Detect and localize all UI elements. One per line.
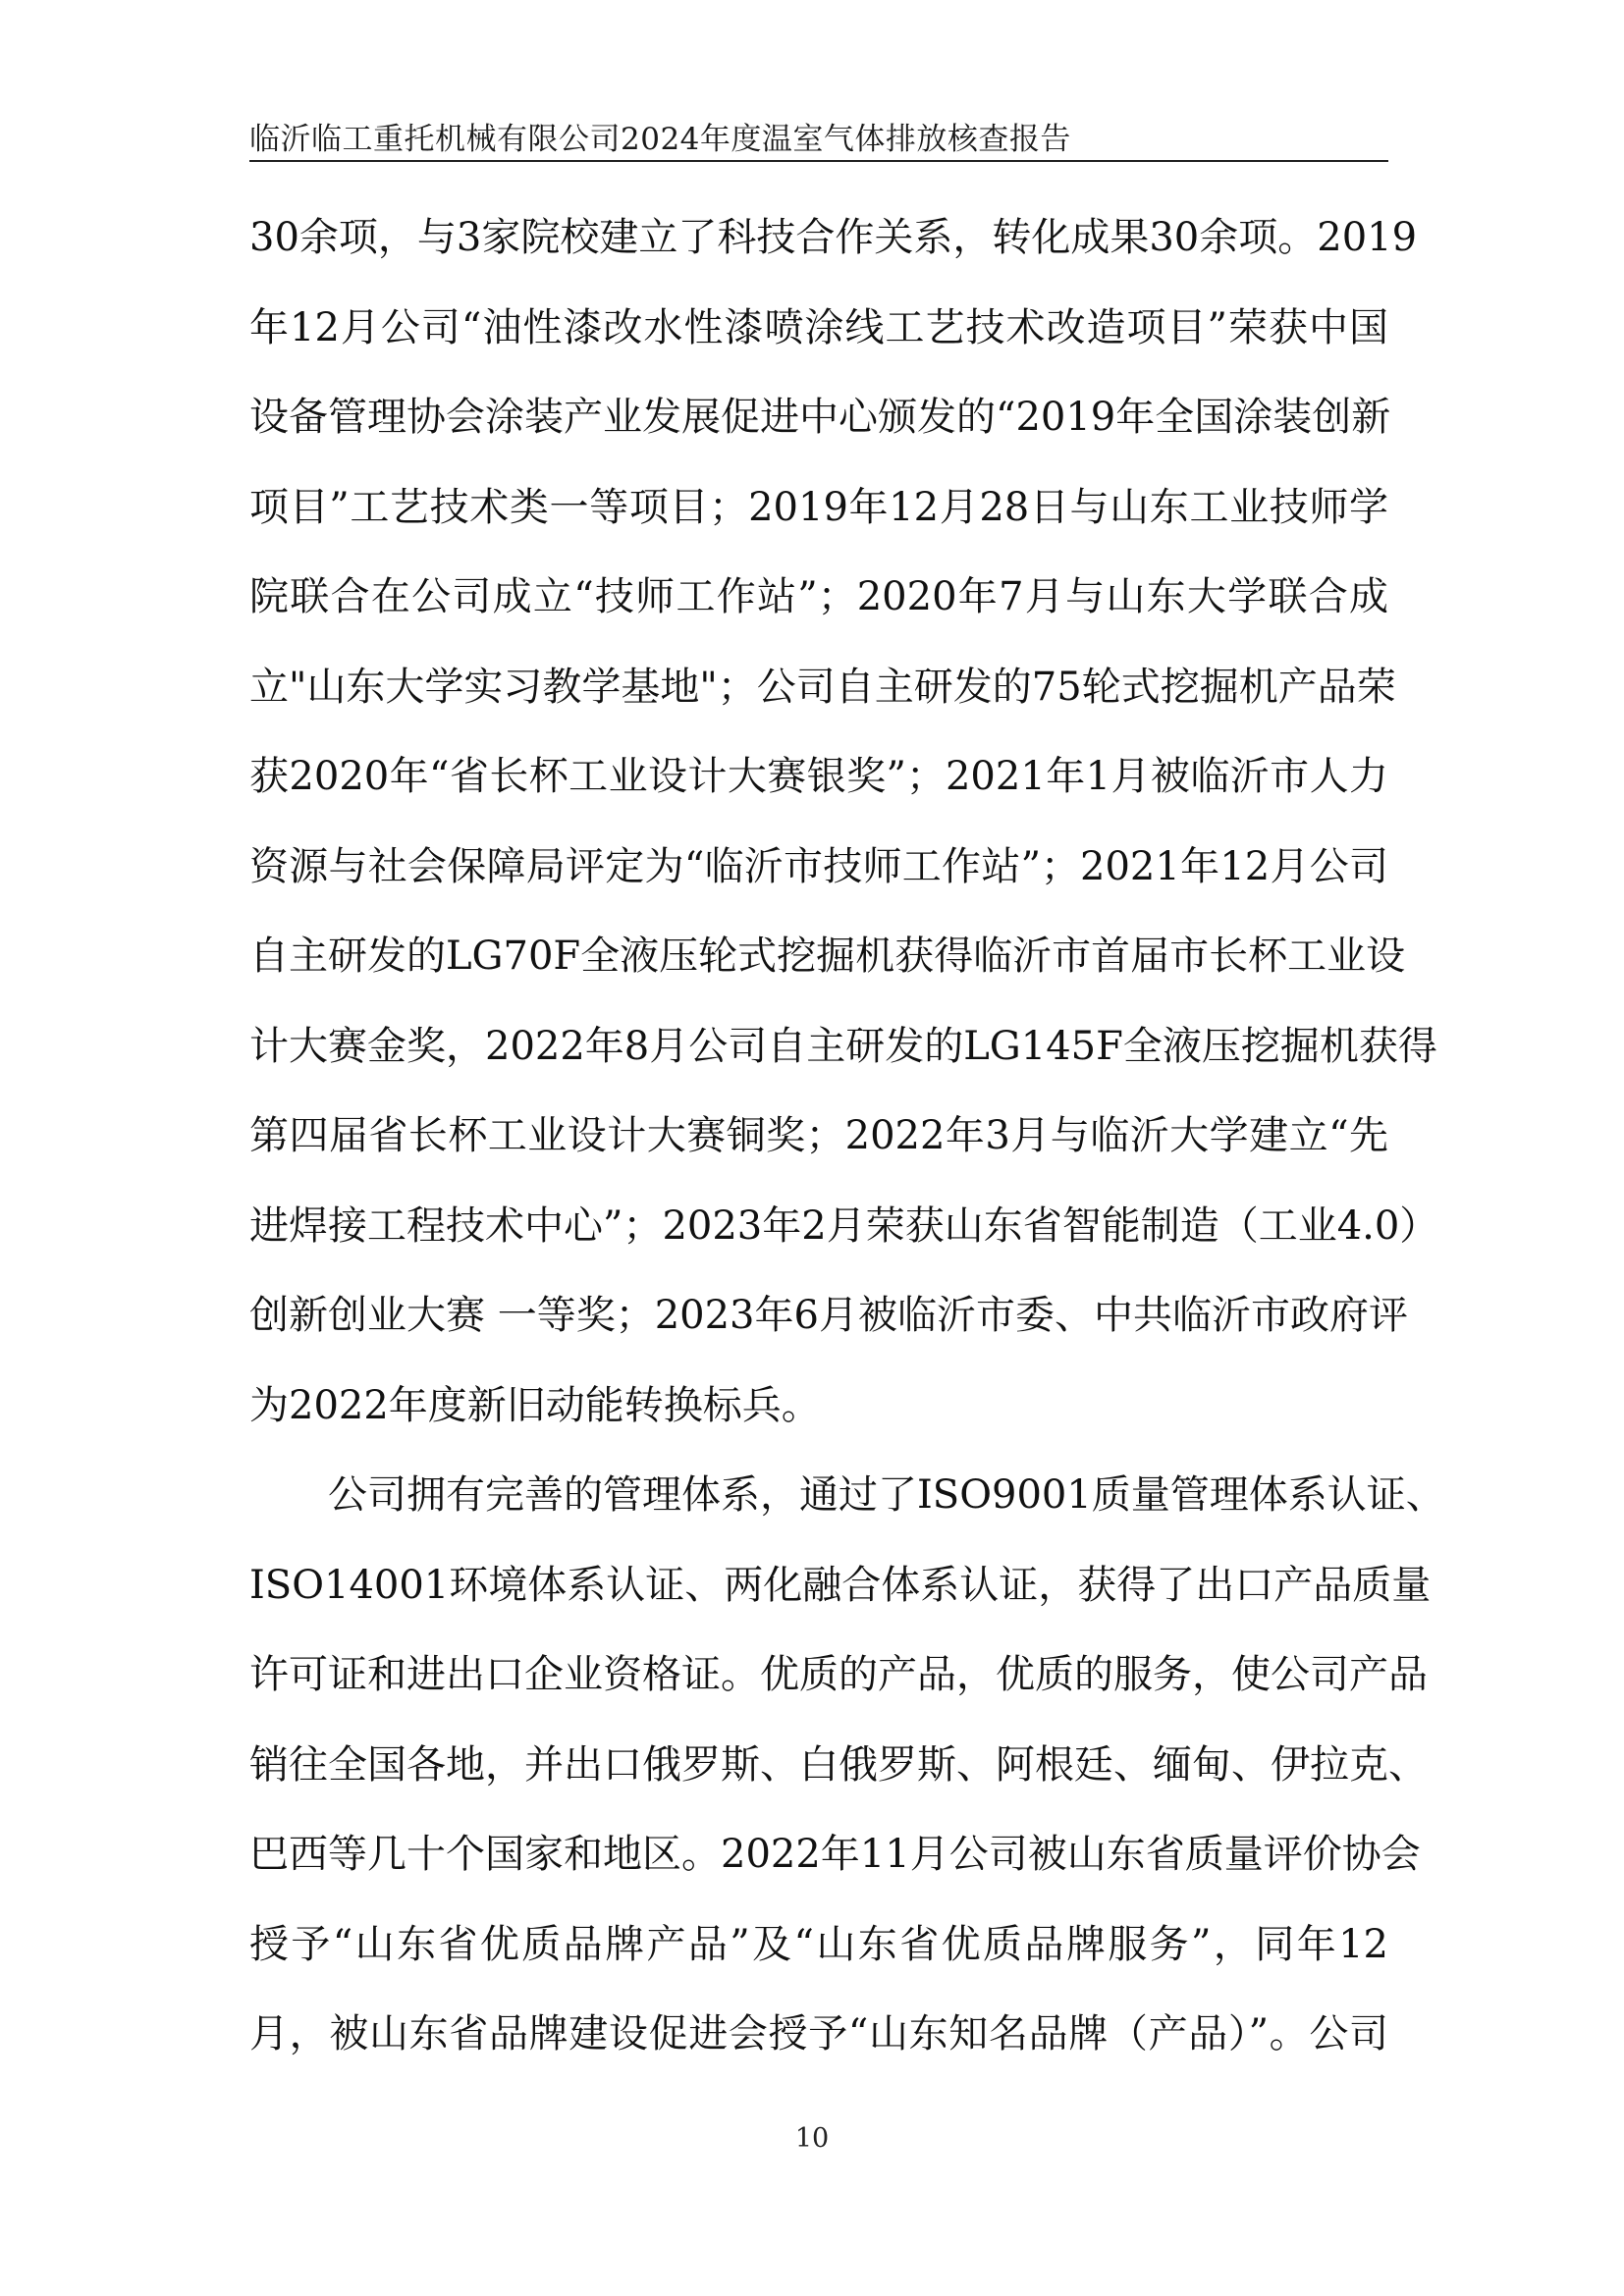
text-line: 立"山东大学实习教学基地"；公司自主研发的75轮式挖掘机产品荣 xyxy=(249,664,1396,710)
text-line: 月，被山东省品牌建设促进会授予“山东知名品牌（产品）”。公司 xyxy=(249,2011,1388,2056)
paragraph-2 xyxy=(249,1466,1445,2095)
text-line: 销往全国各地，并出口俄罗斯、白俄罗斯、阿根廷、缅甸、伊拉克、 xyxy=(249,1741,1428,1788)
text-line: 获2020年“省长杯工业设计大赛银奖”；2021年1月被临沂市人力 xyxy=(249,754,1388,799)
paragraph-1 xyxy=(249,208,1439,1466)
text-line: 许可证和进出口企业资格证。优质的产品，优质的服务，使公司产品 xyxy=(249,1652,1428,1697)
text-line: 进焊接工程技术中心”；2023年2月荣获山东省智能制造（工业4.0） xyxy=(249,1202,1439,1249)
text-line: 巴西等几十个国家和地区。2022年11月公司被山东省质量评价协会 xyxy=(249,1832,1421,1877)
text-line: 为2022年度新旧动能转换标兵。 xyxy=(249,1382,821,1428)
text-line: ISO14001环境体系认证、两化融合体系认证，获得了出口产品质量 xyxy=(249,1562,1432,1608)
text-line: 设备管理协会涂装产业发展促进中心颁发的“2019年全国涂装创新 xyxy=(249,395,1391,440)
running-header: 临沂临工重托机械有限公司2024年度温室气体排放核查报告 xyxy=(249,122,1071,157)
document-body xyxy=(249,208,1445,2095)
text-line: 30余项，与3家院校建立了科技合作关系，转化成果30余项。2019 xyxy=(249,215,1418,260)
text-line: 创新创业大赛 一等奖；2023年6月被临沂市委、中共临沂市政府评 xyxy=(249,1293,1408,1338)
text-line: 资源与社会保障局评定为“临沂市技师工作站”；2021年12月公司 xyxy=(249,843,1388,889)
page-number: 10 xyxy=(794,2123,830,2154)
text-line: 授予“山东省优质品牌产品”及“山东省优质品牌服务”，同年12 xyxy=(249,1921,1388,1967)
text-line: 第四届省长杯工业设计大赛铜奖；2022年3月与临沂大学建立“先 xyxy=(249,1113,1388,1158)
text-line: 年12月公司“油性漆改水性漆喷涂线工艺技术改造项目”荣获中国 xyxy=(249,304,1388,350)
text-line: 项目”工艺技术类一等项目；2019年12月28日与山东工业技师学 xyxy=(249,484,1388,530)
header-rule xyxy=(249,160,1388,162)
text-line: 计大赛金奖，2022年8月公司自主研发的LG145F全液压挖掘机获得 xyxy=(249,1023,1437,1069)
text-line: 院联合在公司成立“技师工作站”；2020年7月与山东大学联合成 xyxy=(249,574,1388,619)
text-line: 自主研发的LG70F全液压轮式挖掘机获得临沂市首届市长杯工业设 xyxy=(249,934,1406,979)
text-line: 公司拥有完善的管理体系，通过了ISO9001质量管理体系认证、 xyxy=(328,1472,1445,1518)
